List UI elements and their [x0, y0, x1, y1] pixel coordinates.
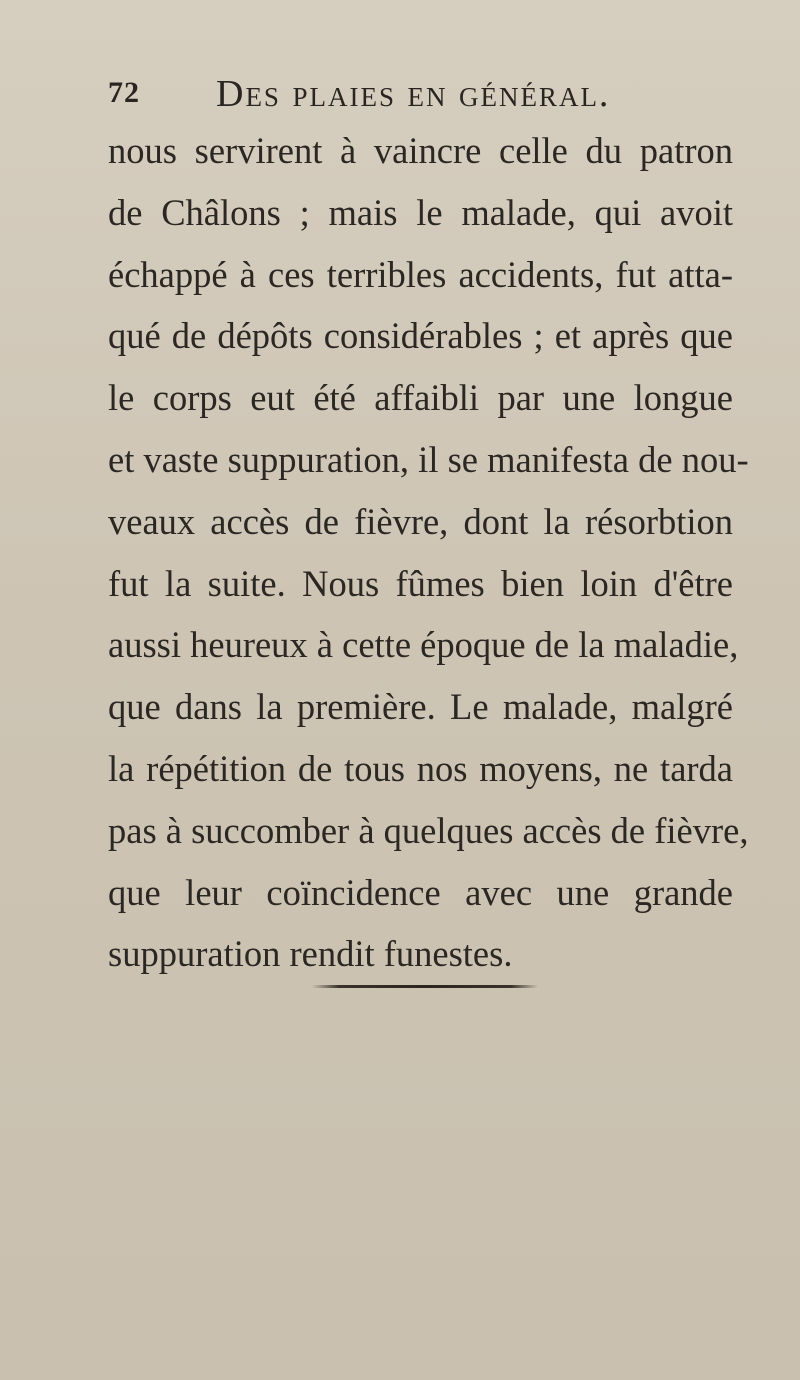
- page-number: 72: [108, 76, 140, 109]
- text-line: suppuration rendit funestes.: [108, 933, 513, 975]
- section-end-rule: [312, 985, 538, 988]
- text-line: échappé à ces terribles accidents, fut atta-: [108, 253, 733, 295]
- text-line: la répétition de tous nos moyens, ne tarda: [108, 747, 733, 789]
- text-line: que dans la première. Le malade, malgré: [108, 686, 733, 728]
- body-paragraph: [108, 120, 749, 985]
- running-head: [108, 72, 668, 122]
- text-line: de Châlons ; mais le malade, qui avoit: [108, 191, 733, 233]
- text-line: qué de dépôts considérables ; et après que: [108, 315, 733, 357]
- text-line: et vaste suppuration, il se manifesta de nou-: [108, 438, 749, 480]
- text-line: pas à succomber à quelques accès de fièvre,: [108, 809, 749, 851]
- running-head-title: Des plaies en général.: [216, 73, 611, 115]
- text-line: fut la suite. Nous fûmes bien loin d'être: [108, 562, 733, 604]
- text-line: que leur coïncidence avec une grande: [108, 871, 733, 913]
- text-line: aussi heureux à cette époque de la maladie,: [108, 624, 739, 666]
- text-line: veaux accès de fièvre, dont la résorbtion: [108, 500, 733, 542]
- text-line: nous servirent à vaincre celle du patron: [108, 130, 733, 171]
- text-line: le corps eut été affaibli par une longue: [108, 377, 733, 419]
